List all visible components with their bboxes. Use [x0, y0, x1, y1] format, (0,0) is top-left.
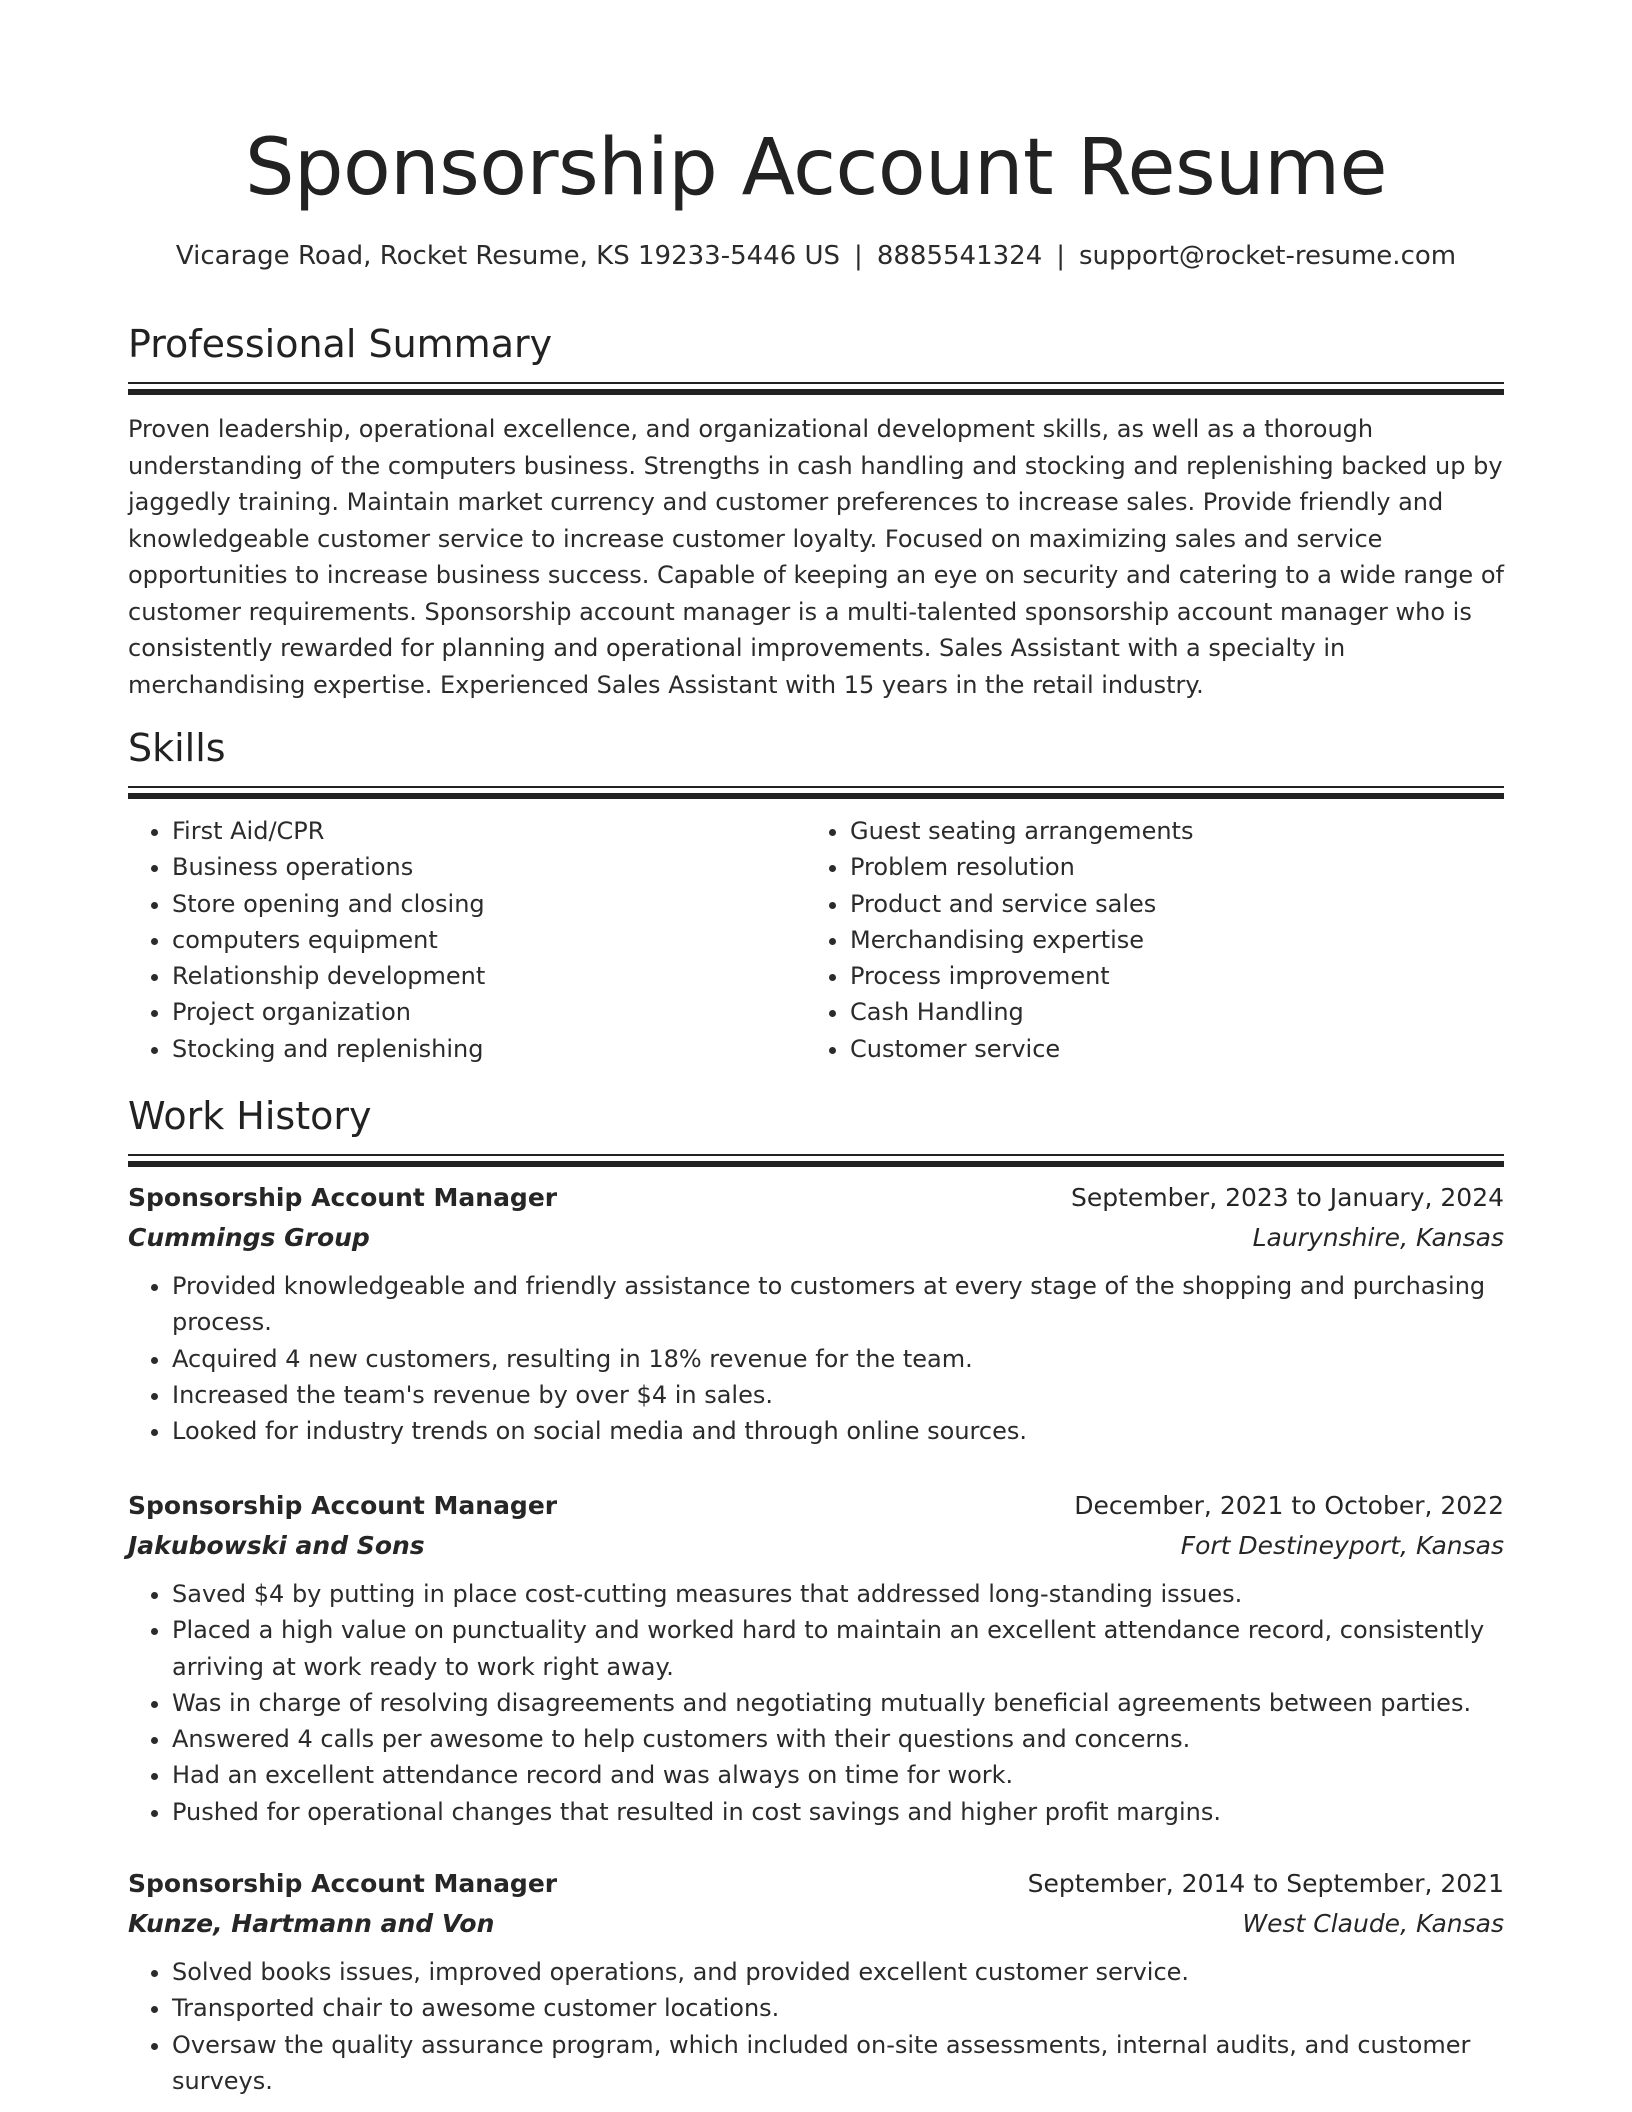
skill-item: • Process improvement [850, 958, 1484, 994]
skill-item: • Product and service sales [850, 886, 1484, 922]
job-company: Kunze, Hartmann and Von [128, 1909, 495, 1938]
job-bullet: • Saved $4 by putting in place cost-cutting measures that addressed long-standing issues. [172, 1576, 1504, 1612]
skills-left-column [128, 813, 806, 1067]
job-subheader-row [128, 1904, 1504, 1944]
summary-section [128, 318, 1504, 703]
job-location: West Claude, Kansas [1242, 1909, 1504, 1938]
job-subheader-row [128, 1218, 1504, 1258]
job-header-row [128, 1864, 1504, 1904]
job-bullets [128, 1954, 1504, 2099]
job-subheader-row [128, 1526, 1504, 1566]
skill-item: • Customer service [850, 1031, 1484, 1067]
contact-separator: | [1056, 241, 1065, 271]
contact-phone: 8885541324 [876, 241, 1043, 271]
section-divider-thick [128, 1161, 1504, 1167]
section-divider-thin [128, 382, 1504, 384]
job-entry [128, 1486, 1504, 1830]
job-title: Sponsorship Account Manager [128, 1183, 558, 1212]
contact-line [128, 238, 1504, 274]
skills-section [128, 722, 1504, 1067]
summary-text: Proven leadership, operational excellence, and organizational development skills, as well as a thorough understanding of the computers business. Strengths in cash handling and stocking and replenishing backed up by jaggedly training. Maintain market currency and customer preferences to increase sales. Provide friendly and knowledgeable customer service to increase customer loyalty. Focused on maximizing sales and service opportunities to increase business success. Capable of keeping an eye on security and catering to a wide range of customer requirements. Sponsorship account manager is a multi-talented sponsorship account manager who is consistently rewarded for planning and operational improvements. Sales Assistant with a specialty in merchandising expertise. Experienced Sales Assistant with 15 years in the retail industry. [128, 415, 1504, 699]
job-company: Cummings Group [128, 1223, 370, 1252]
job-bullet: • Looked for industry trends on social media and through online sources. [172, 1413, 1504, 1449]
job-bullet: • Pushed for operational changes that resulted in cost savings and higher profit margins. [172, 1794, 1504, 1830]
job-company: Jakubowski and Sons [128, 1531, 425, 1560]
job-bullet: • Placed a high value on punctuality and worked hard to maintain an excellent attendance record, consistently arriving at work ready to work right away. [172, 1612, 1504, 1685]
summary-heading: Professional Summary [128, 322, 553, 366]
section-divider-thin [128, 1154, 1504, 1156]
section-divider-thin [128, 786, 1504, 788]
job-bullet: • Had an excellent attendance record and was always on time for work. [172, 1757, 1504, 1793]
work-section [128, 1090, 1504, 1167]
skill-item: • Relationship development [172, 958, 806, 994]
skill-item: • computers equipment [172, 922, 806, 958]
skills-heading: Skills [128, 726, 226, 770]
section-divider-thick [128, 389, 1504, 395]
job-header-row [128, 1178, 1504, 1218]
skill-item: • Guest seating arrangements [850, 813, 1484, 849]
skill-item: • Business operations [172, 849, 806, 885]
section-divider-thick [128, 793, 1504, 799]
job-dates: September, 2023 to January, 2024 [1071, 1183, 1504, 1212]
job-bullet: • Oversaw the quality assurance program, which included on-site assessments, internal audits, and customer surveys. [172, 2027, 1504, 2100]
contact-address: Vicarage Road, Rocket Resume, KS 19233-5446 US [175, 241, 841, 271]
job-entry [128, 1178, 1504, 1449]
job-bullet: • Solved books issues, improved operations, and provided excellent customer service. [172, 1954, 1504, 1990]
skills-right-column [806, 813, 1484, 1067]
skill-item: • Problem resolution [850, 849, 1484, 885]
contact-email: support@rocket-resume.com [1079, 241, 1457, 271]
work-heading: Work History [128, 1094, 372, 1138]
contact-separator: | [854, 241, 863, 271]
job-location: Laurynshire, Kansas [1252, 1223, 1504, 1252]
job-bullet: • Increased the team's revenue by over $4 in sales. [172, 1377, 1504, 1413]
skill-item: • Store opening and closing [172, 886, 806, 922]
job-entry [128, 1864, 1504, 2099]
skill-item: • Cash Handling [850, 994, 1484, 1030]
skill-item: • Stocking and replenishing [172, 1031, 806, 1067]
job-dates: December, 2021 to October, 2022 [1074, 1491, 1504, 1520]
job-bullets [128, 1576, 1504, 1830]
job-bullets [128, 1268, 1504, 1449]
job-bullet: • Acquired 4 new customers, resulting in 18% revenue for the team. [172, 1341, 1504, 1377]
job-title: Sponsorship Account Manager [128, 1869, 558, 1898]
job-header-row [128, 1486, 1504, 1526]
job-bullet: • Provided knowledgeable and friendly assistance to customers at every stage of the shopping and purchasing process. [172, 1268, 1504, 1341]
job-title: Sponsorship Account Manager [128, 1491, 558, 1520]
skill-item: • Project organization [172, 994, 806, 1030]
skills-columns [128, 813, 1504, 1067]
job-location: Fort Destineyport, Kansas [1180, 1531, 1504, 1560]
job-bullet: • Transported chair to awesome customer locations. [172, 1990, 1504, 2026]
job-bullet: • Answered 4 calls per awesome to help customers with their questions and concerns. [172, 1721, 1504, 1757]
skill-item: • First Aid/CPR [172, 813, 806, 849]
job-dates: September, 2014 to September, 2021 [1027, 1869, 1504, 1898]
resume-title: Sponsorship Account Resume [244, 123, 1388, 213]
skill-item: • Merchandising expertise [850, 922, 1484, 958]
job-bullet: • Was in charge of resolving disagreements and negotiating mutually beneficial agreements between parties. [172, 1685, 1504, 1721]
